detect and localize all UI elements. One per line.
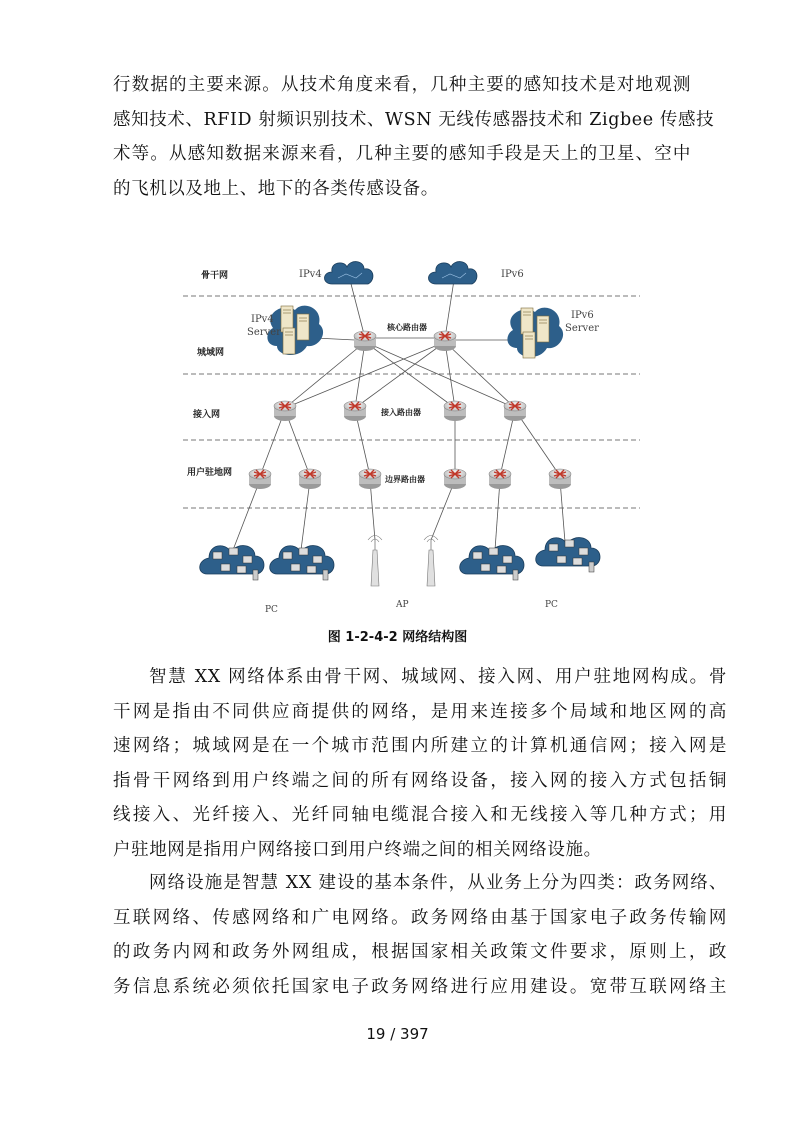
pc-group-icon [536, 538, 600, 572]
pc-group-icon [460, 546, 524, 580]
wireless-ap-icon [368, 536, 382, 587]
layer-label-backbone: 骨干网 [201, 271, 229, 281]
edge-router-icon [249, 469, 271, 489]
pc-group-icon [270, 546, 334, 580]
ipv6-label: IPv6 [501, 269, 524, 280]
pc-label-right: PC [545, 600, 558, 610]
text-line: 术等。从感知数据来源来看，几种主要的感知手段是天上的卫星、空中 [113, 144, 691, 164]
text-line: 感知技术、RFID 射频识别技术、WSN 无线传感器技术和 Zigbee 传感技 [113, 109, 715, 130]
layer-label-premises: 用户驻地网 [187, 468, 233, 478]
core-router-icon [434, 331, 456, 351]
network-structure-figure [183, 250, 640, 615]
text-line: 互联网络、传感网络和广电网络。政务网络由基于国家电子政务传输网 [113, 907, 727, 928]
layer-label-access: 接入网 [193, 410, 221, 420]
layer-label-metro: 城域网 [197, 348, 225, 358]
access-router-icon [274, 401, 296, 421]
ap-label: AP [396, 600, 409, 610]
ipv6-server-cluster-icon [507, 308, 563, 358]
text-line: 网络设施是智慧 XX 建设的基本条件，从业务上分为四类：政务网络、 [149, 873, 727, 893]
wireless-ap-icon [424, 536, 438, 587]
access-router-label: 接入路由器 [381, 408, 421, 417]
core-router-icon [354, 331, 376, 351]
pc-group-icon [200, 546, 264, 580]
core-router-label: 核心路由器 [387, 323, 427, 332]
text-line: 智慧 XX 网络体系由骨干网、城域网、接入网、用户驻地网构成。骨 [149, 667, 727, 687]
text-line: 户驻地网是指用户网络接口到用户终端之间的相关网络设施。 [113, 839, 602, 860]
access-router-icon [444, 401, 466, 421]
ipv6-server-label-line1: IPv6 [571, 310, 594, 321]
text-line: 指骨干网络到用户终端之间的所有网络设备，接入网的接入方式包括铜 [113, 770, 727, 791]
ipv6-cloud-icon [429, 262, 477, 284]
text-line: 线接入、光纤接入、光纤同轴电缆混合接入和无线接入等几种方式；用 [113, 805, 727, 825]
text-line: 务信息系统必须依托国家电子政务网络进行应用建设。宽带互联网络主 [113, 976, 727, 997]
ipv4-server-label-line1: IPv4 [251, 314, 274, 325]
pc-label-left: PC [265, 605, 278, 615]
ipv4-server-label-line2: Server [247, 327, 281, 338]
paragraph-2 [113, 660, 727, 867]
text-line: 行数据的主要来源。从技术角度来看，几种主要的感知技术是对地观测 [113, 75, 691, 95]
text-line: 的飞机以及地上、地下的各类传感设备。 [113, 178, 439, 199]
paragraph-1 [113, 68, 715, 206]
ipv4-label: IPv4 [299, 269, 322, 280]
access-router-icon [504, 401, 526, 421]
figure-caption: 图 1-2-4-2 网络结构图 [327, 630, 468, 645]
edge-router-icon [549, 469, 571, 489]
page-number: 19 / 397 [366, 1025, 429, 1043]
ipv4-cloud-icon [325, 262, 373, 284]
access-router-icon [344, 401, 366, 421]
text-line: 干网是指由不同供应商提供的网络，是用来连接多个局域和地区网的高 [113, 701, 727, 722]
edge-router-label: 边界路由器 [385, 475, 425, 484]
edge-router-icon [444, 469, 466, 489]
text-line: 的政务内网和政务外网组成，根据国家相关政策文件要求，原则上，政 [113, 942, 727, 962]
edge-router-icon [359, 469, 381, 489]
ipv6-server-label-line2: Server [565, 323, 599, 334]
edge-router-icon [489, 469, 511, 489]
paragraph-3 [113, 866, 727, 1004]
text-line: 速网络；城域网是在一个城市范围内所建立的计算机通信网；接入网是 [113, 736, 727, 756]
edge-router-icon [299, 469, 321, 489]
